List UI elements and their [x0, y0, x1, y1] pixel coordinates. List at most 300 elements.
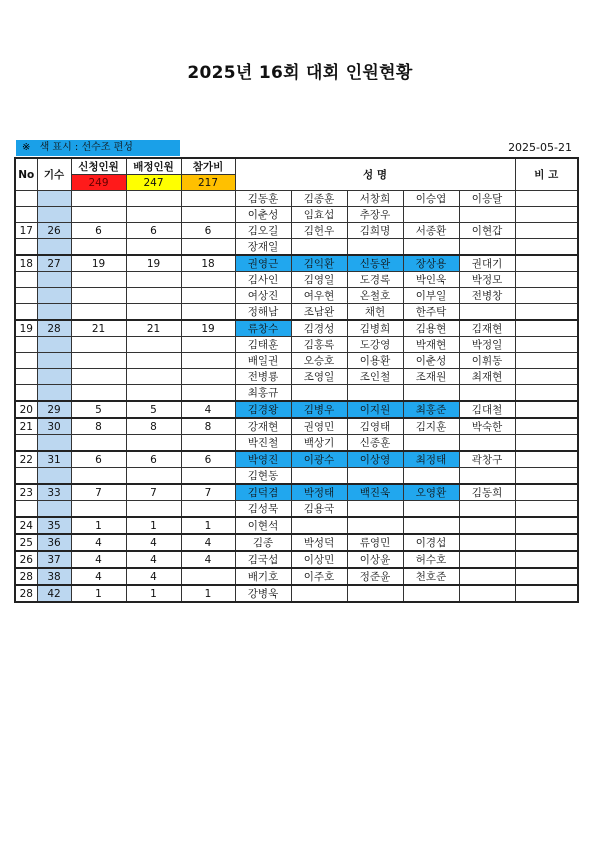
row-assigned [126, 304, 181, 321]
member-name: 정준윤 [347, 568, 403, 585]
member-name: 김덕겸 [235, 484, 291, 501]
member-name: 류영민 [347, 534, 403, 551]
table-row [15, 501, 578, 518]
member-name: 허수호 [403, 551, 459, 568]
report-date: 2025-05-21 [508, 141, 572, 154]
row-assigned [126, 435, 181, 452]
member-name: 천호준 [403, 568, 459, 585]
row-applied [71, 207, 126, 223]
row-term: 28 [37, 320, 71, 337]
member-name: 김재현 [459, 320, 515, 337]
row-term: 26 [37, 223, 71, 239]
member-name: 조인철 [347, 369, 403, 385]
row-no [15, 353, 37, 369]
row-applied: 4 [71, 551, 126, 568]
row-assigned: 8 [126, 418, 181, 435]
row-term: 31 [37, 451, 71, 468]
row-term [37, 501, 71, 518]
table-row [15, 551, 578, 568]
row-term [37, 369, 71, 385]
row-applied [71, 239, 126, 256]
row-no [15, 288, 37, 304]
row-no: 24 [15, 517, 37, 534]
table-row [15, 191, 578, 207]
row-fee: 7 [181, 484, 235, 501]
member-name: 박인욱 [403, 272, 459, 288]
page-title: 2025년 16회 대회 인원현황 [187, 63, 413, 83]
member-name: 백상기 [291, 435, 347, 452]
total-applied: 249 [71, 175, 126, 191]
row-no [15, 468, 37, 485]
row-fee: 6 [181, 223, 235, 239]
row-no: 22 [15, 451, 37, 468]
row-term: 38 [37, 568, 71, 585]
row-remarks [515, 304, 578, 321]
table-row [15, 353, 578, 369]
table-row [15, 304, 578, 321]
row-no: 25 [15, 534, 37, 551]
row-remarks [515, 272, 578, 288]
member-name: 여우현 [291, 288, 347, 304]
member-name [403, 585, 459, 602]
table-row [15, 369, 578, 385]
row-term [37, 385, 71, 402]
row-applied: 7 [71, 484, 126, 501]
row-term [37, 272, 71, 288]
member-name: 이상민 [291, 551, 347, 568]
row-term: 33 [37, 484, 71, 501]
row-fee: 18 [181, 255, 235, 272]
row-assigned: 19 [126, 255, 181, 272]
header-applied: 신청인원 [71, 158, 126, 175]
row-fee [181, 435, 235, 452]
member-name: 김헌우 [291, 223, 347, 239]
row-remarks [515, 207, 578, 223]
table-row [15, 337, 578, 353]
row-fee: 4 [181, 551, 235, 568]
row-no: 26 [15, 551, 37, 568]
member-name: 서종환 [403, 223, 459, 239]
member-name: 김영일 [291, 272, 347, 288]
row-applied: 6 [71, 451, 126, 468]
member-name [403, 385, 459, 402]
table-row [15, 451, 578, 468]
table-row [15, 585, 578, 602]
row-applied [71, 191, 126, 207]
row-applied: 19 [71, 255, 126, 272]
row-remarks [515, 484, 578, 501]
row-remarks [515, 369, 578, 385]
row-assigned: 7 [126, 484, 181, 501]
row-assigned [126, 337, 181, 353]
row-fee: 1 [181, 585, 235, 602]
row-applied [71, 272, 126, 288]
member-name: 박재현 [403, 337, 459, 353]
row-applied [71, 353, 126, 369]
row-no [15, 385, 37, 402]
member-name [403, 435, 459, 452]
member-name [403, 207, 459, 223]
header-remarks: 비 고 [515, 158, 578, 191]
member-name: 박정일 [459, 337, 515, 353]
table-row [15, 288, 578, 304]
row-remarks [515, 401, 578, 418]
member-name: 최홍준 [403, 401, 459, 418]
row-fee: 6 [181, 451, 235, 468]
row-applied: 6 [71, 223, 126, 239]
row-fee: 1 [181, 517, 235, 534]
row-assigned [126, 191, 181, 207]
row-no: 21 [15, 418, 37, 435]
table-row [15, 320, 578, 337]
row-fee [181, 385, 235, 402]
member-name: 장상용 [403, 255, 459, 272]
row-applied [71, 369, 126, 385]
member-name [403, 501, 459, 518]
member-name: 김용현 [403, 320, 459, 337]
table-row [15, 207, 578, 223]
row-term: 35 [37, 517, 71, 534]
member-name: 이상윤 [347, 551, 403, 568]
row-fee [181, 337, 235, 353]
member-name [459, 207, 515, 223]
member-name: 이주호 [291, 568, 347, 585]
row-assigned: 4 [126, 534, 181, 551]
member-name [403, 468, 459, 485]
member-name: 추장우 [347, 207, 403, 223]
table-row [15, 255, 578, 272]
row-applied: 4 [71, 568, 126, 585]
member-name [291, 517, 347, 534]
color-legend [16, 140, 180, 156]
member-name: 배기호 [235, 568, 291, 585]
member-name: 이광수 [291, 451, 347, 468]
row-fee: 4 [181, 401, 235, 418]
member-name: 김홍록 [291, 337, 347, 353]
member-name: 김사인 [235, 272, 291, 288]
member-name [459, 501, 515, 518]
row-no [15, 207, 37, 223]
row-fee: 8 [181, 418, 235, 435]
member-name: 온철호 [347, 288, 403, 304]
member-name [347, 501, 403, 518]
table-row [15, 517, 578, 534]
table-row [15, 534, 578, 551]
row-assigned: 4 [126, 568, 181, 585]
row-remarks [515, 337, 578, 353]
row-applied [71, 288, 126, 304]
row-assigned: 6 [126, 223, 181, 239]
row-remarks [515, 385, 578, 402]
row-fee [181, 239, 235, 256]
row-assigned: 1 [126, 585, 181, 602]
member-name: 권영민 [291, 418, 347, 435]
legend-label: 색 표시 : 선수조 편성 [39, 142, 133, 153]
member-name: 오승호 [291, 353, 347, 369]
row-no: 28 [15, 568, 37, 585]
row-term [37, 435, 71, 452]
member-name [459, 551, 515, 568]
header-term: 기수 [37, 158, 71, 191]
row-remarks [515, 517, 578, 534]
row-assigned: 6 [126, 451, 181, 468]
member-name [403, 239, 459, 256]
header-names: 성 명 [235, 158, 515, 191]
row-fee [181, 304, 235, 321]
table-row [15, 272, 578, 288]
member-name: 박정태 [291, 484, 347, 501]
row-term [37, 468, 71, 485]
member-name [459, 385, 515, 402]
row-fee [181, 191, 235, 207]
member-name: 장재일 [235, 239, 291, 256]
member-name: 김종훈 [291, 191, 347, 207]
member-name: 최홍규 [235, 385, 291, 402]
member-name: 오영환 [403, 484, 459, 501]
member-name [459, 585, 515, 602]
member-name: 이승엽 [403, 191, 459, 207]
row-assigned: 4 [126, 551, 181, 568]
table-row [15, 239, 578, 256]
row-assigned [126, 239, 181, 256]
member-name: 이부일 [403, 288, 459, 304]
member-name: 박성덕 [291, 534, 347, 551]
member-name [459, 517, 515, 534]
table-row [15, 484, 578, 501]
member-name: 김동희 [459, 484, 515, 501]
row-fee [181, 207, 235, 223]
row-no [15, 239, 37, 256]
row-applied [71, 435, 126, 452]
member-name: 최정태 [403, 451, 459, 468]
member-name: 신종훈 [347, 435, 403, 452]
member-name [459, 304, 515, 321]
member-name: 권대기 [459, 255, 515, 272]
row-applied: 4 [71, 534, 126, 551]
row-remarks [515, 353, 578, 369]
member-name: 강재현 [235, 418, 291, 435]
member-name: 조영일 [291, 369, 347, 385]
row-assigned: 21 [126, 320, 181, 337]
member-name: 김종 [235, 534, 291, 551]
row-fee [181, 568, 235, 585]
row-term [37, 191, 71, 207]
row-applied: 21 [71, 320, 126, 337]
table-row [15, 385, 578, 402]
table-row [15, 223, 578, 239]
member-name: 김익환 [291, 255, 347, 272]
row-no [15, 191, 37, 207]
member-name: 박진철 [235, 435, 291, 452]
member-name: 김병우 [291, 401, 347, 418]
row-no [15, 337, 37, 353]
row-assigned [126, 468, 181, 485]
table-row [15, 401, 578, 418]
member-name: 신동완 [347, 255, 403, 272]
member-name: 김경왕 [235, 401, 291, 418]
roster-body [15, 191, 578, 603]
member-name: 이춘성 [235, 207, 291, 223]
row-remarks [515, 418, 578, 435]
row-fee [181, 353, 235, 369]
member-name [459, 468, 515, 485]
row-assigned [126, 353, 181, 369]
member-name: 이휘동 [459, 353, 515, 369]
row-assigned: 5 [126, 401, 181, 418]
row-no: 19 [15, 320, 37, 337]
row-term [37, 288, 71, 304]
member-name: 이상영 [347, 451, 403, 468]
row-remarks [515, 239, 578, 256]
member-name [291, 585, 347, 602]
row-applied [71, 304, 126, 321]
member-name: 곽창구 [459, 451, 515, 468]
row-assigned: 1 [126, 517, 181, 534]
member-name: 류창수 [235, 320, 291, 337]
member-name: 배일권 [235, 353, 291, 369]
row-applied: 8 [71, 418, 126, 435]
member-name [403, 517, 459, 534]
member-name: 도경록 [347, 272, 403, 288]
row-term [37, 207, 71, 223]
row-remarks [515, 501, 578, 518]
row-assigned [126, 369, 181, 385]
member-name [459, 435, 515, 452]
member-name: 최재현 [459, 369, 515, 385]
row-remarks [515, 223, 578, 239]
member-name: 김현동 [235, 468, 291, 485]
member-name: 한주탁 [403, 304, 459, 321]
member-name [347, 585, 403, 602]
member-name [347, 385, 403, 402]
total-assigned: 247 [126, 175, 181, 191]
member-name: 전병창 [459, 288, 515, 304]
row-applied [71, 337, 126, 353]
member-name [291, 468, 347, 485]
member-name: 이용환 [347, 353, 403, 369]
header-fee: 참가비 [181, 158, 235, 175]
table-row [15, 435, 578, 452]
row-remarks [515, 468, 578, 485]
roster-table [14, 157, 579, 603]
row-no: 23 [15, 484, 37, 501]
member-name: 김지훈 [403, 418, 459, 435]
row-no [15, 501, 37, 518]
member-name: 서창희 [347, 191, 403, 207]
row-no [15, 272, 37, 288]
member-name: 백진욱 [347, 484, 403, 501]
row-no: 28 [15, 585, 37, 602]
member-name: 권영근 [235, 255, 291, 272]
table-row [15, 418, 578, 435]
row-fee: 4 [181, 534, 235, 551]
row-term: 37 [37, 551, 71, 568]
row-applied [71, 468, 126, 485]
row-term: 36 [37, 534, 71, 551]
row-remarks [515, 320, 578, 337]
member-name: 이현갑 [459, 223, 515, 239]
row-no [15, 435, 37, 452]
member-name: 이현석 [235, 517, 291, 534]
member-name: 박정모 [459, 272, 515, 288]
member-name: 이춘성 [403, 353, 459, 369]
row-no: 18 [15, 255, 37, 272]
member-name [291, 239, 347, 256]
row-term: 30 [37, 418, 71, 435]
member-name: 조남완 [291, 304, 347, 321]
member-name: 박영진 [235, 451, 291, 468]
row-remarks [515, 191, 578, 207]
table-row [15, 568, 578, 585]
row-no: 20 [15, 401, 37, 418]
row-applied [71, 385, 126, 402]
member-name: 김경성 [291, 320, 347, 337]
row-term [37, 337, 71, 353]
member-name [459, 534, 515, 551]
row-term: 42 [37, 585, 71, 602]
table-row [15, 468, 578, 485]
row-no: 17 [15, 223, 37, 239]
row-remarks [515, 451, 578, 468]
member-name [459, 239, 515, 256]
member-name [459, 568, 515, 585]
row-fee [181, 288, 235, 304]
row-assigned [126, 272, 181, 288]
member-name: 김희명 [347, 223, 403, 239]
member-name: 김오길 [235, 223, 291, 239]
member-name: 김태훈 [235, 337, 291, 353]
row-remarks [515, 551, 578, 568]
row-no [15, 304, 37, 321]
member-name: 박숙한 [459, 418, 515, 435]
member-name: 조재원 [403, 369, 459, 385]
member-name: 김대철 [459, 401, 515, 418]
member-name [347, 517, 403, 534]
row-applied: 1 [71, 585, 126, 602]
row-no [15, 369, 37, 385]
row-remarks [515, 568, 578, 585]
row-fee [181, 272, 235, 288]
member-name [347, 468, 403, 485]
row-applied: 5 [71, 401, 126, 418]
member-name: 이지원 [347, 401, 403, 418]
row-fee [181, 501, 235, 518]
member-name: 이응달 [459, 191, 515, 207]
header-no: No [15, 158, 37, 191]
member-name: 강병욱 [235, 585, 291, 602]
member-name: 김병희 [347, 320, 403, 337]
row-assigned [126, 207, 181, 223]
row-fee [181, 369, 235, 385]
row-term: 27 [37, 255, 71, 272]
row-term [37, 304, 71, 321]
header-assigned: 배정인원 [126, 158, 181, 175]
member-name: 도강영 [347, 337, 403, 353]
row-applied: 1 [71, 517, 126, 534]
member-name: 김동훈 [235, 191, 291, 207]
row-term: 29 [37, 401, 71, 418]
member-name: 김국섭 [235, 551, 291, 568]
member-name: 채헌 [347, 304, 403, 321]
total-fee: 217 [181, 175, 235, 191]
row-remarks [515, 255, 578, 272]
row-remarks [515, 585, 578, 602]
row-term [37, 353, 71, 369]
row-remarks [515, 288, 578, 304]
member-name: 김영태 [347, 418, 403, 435]
member-name: 전병룡 [235, 369, 291, 385]
member-name: 정해남 [235, 304, 291, 321]
